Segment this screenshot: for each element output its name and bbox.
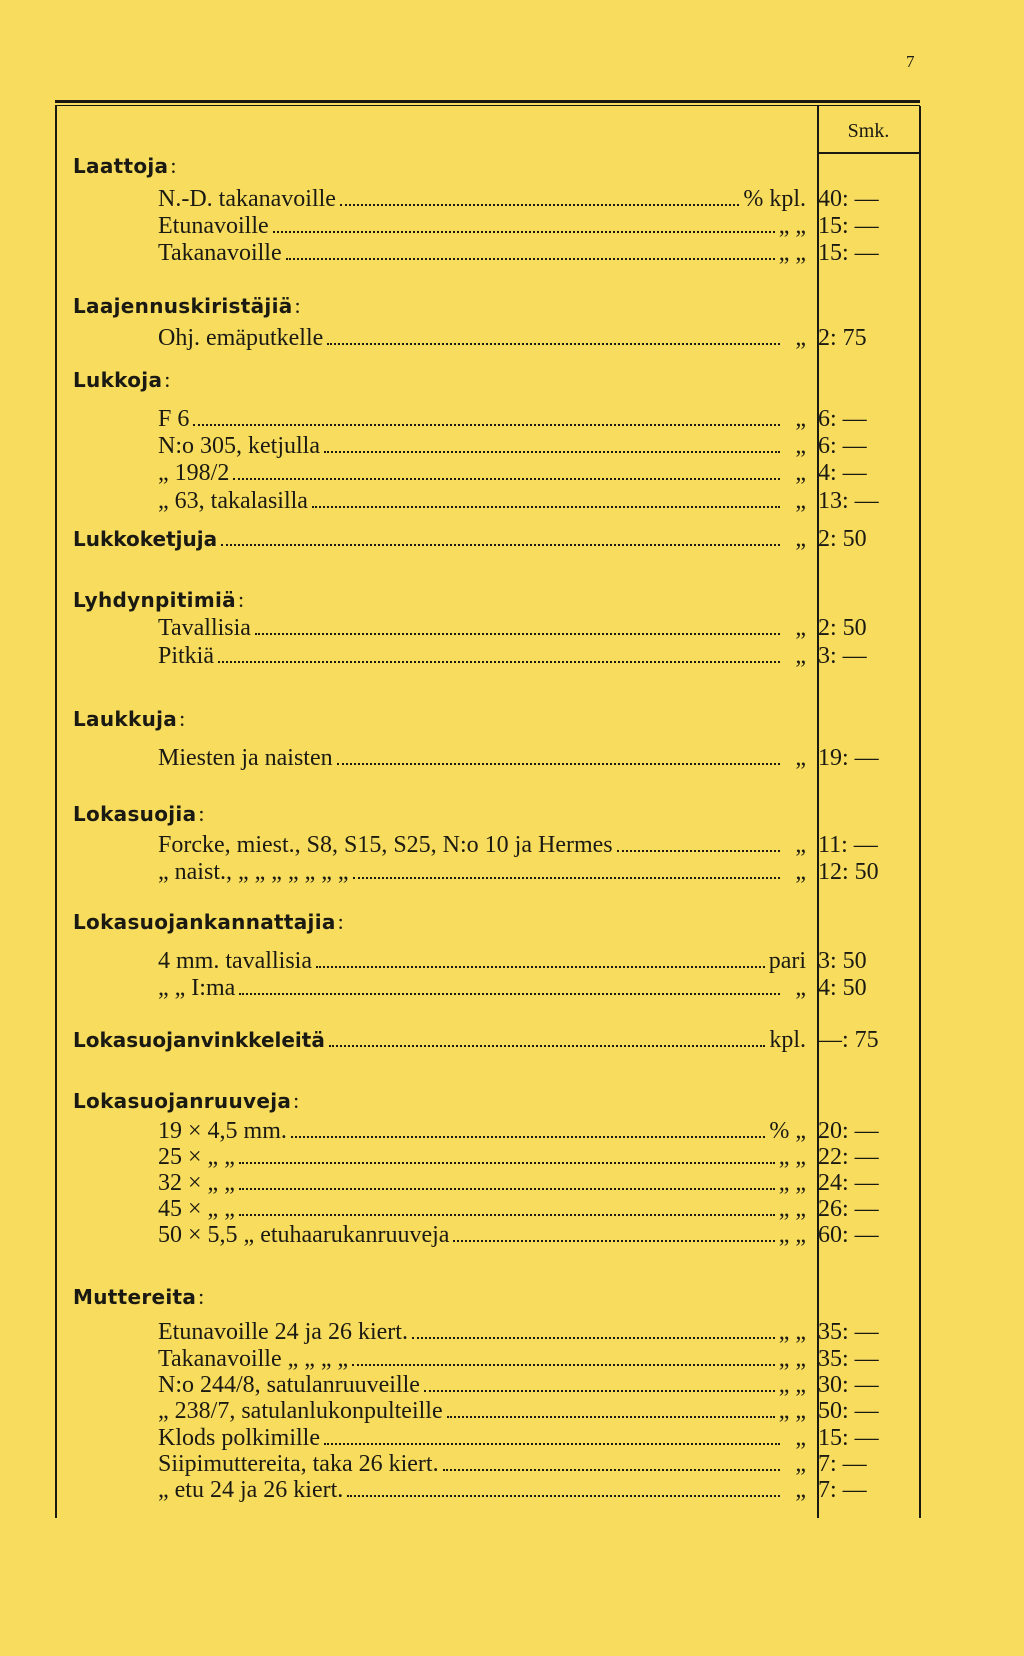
section-heading-row [0,586,1024,613]
item-line [158,240,806,267]
item-line [158,1477,806,1504]
dot-leader [447,1415,775,1418]
item-price: 12: 50 [818,859,879,885]
item-price: 2: 50 [818,615,867,641]
item-unit: „ „ [778,240,806,266]
section-heading-text: Lokasuojankannattajia [73,910,336,934]
section-heading-row [0,366,1024,393]
item-label: 25 × „ „ [158,1144,235,1170]
item-label: F 6 [158,406,190,432]
item-line [73,1027,806,1054]
item-label: „ etu 24 ja 26 kiert. [158,1477,344,1503]
item-label: Takanavoille „ „ „ „ [158,1346,349,1372]
dot-leader [239,992,780,995]
dot-leader [312,505,780,508]
dot-leader [233,477,780,480]
item-label: N:o 244/8, satulanruuveille [158,1372,420,1398]
item-label: Etunavoille 24 ja 26 kiert. [158,1319,408,1345]
dot-leader [255,632,780,635]
dot-leader [337,762,780,765]
item-line [158,745,806,772]
dot-leader [286,257,775,260]
item-line [158,643,806,670]
item-unit: „ [795,406,806,432]
item-label: Tavallisia [158,615,251,641]
item-label: Pitkiä [158,643,215,669]
heading-colon: : [164,367,171,392]
top-rule [55,100,920,103]
item-line [158,325,806,352]
item-unit: „ „ [778,1144,806,1170]
item-label: 50 × 5,5 „ etuhaarukanruuveja [158,1222,450,1248]
item-price: 13: — [818,488,879,514]
dot-leader [412,1336,775,1339]
section-heading-text: Lukkoja [73,368,163,392]
item-label: Miesten ja naisten [158,745,333,771]
price-row [0,460,1024,487]
price-row [0,1222,1024,1249]
section-heading-row [0,292,1024,319]
item-line [158,615,806,642]
item-line [158,1319,806,1346]
heading-colon: : [170,153,177,178]
heading-colon: : [179,706,186,731]
section-heading [73,586,244,614]
item-unit: „ [795,975,806,1001]
section-heading: Lukkoketjuja [73,527,218,551]
price-row [0,1451,1024,1478]
item-unit: % kpl. [743,186,806,212]
heading-colon: : [198,801,205,826]
item-line [158,832,806,859]
item-unit: „ „ [778,1319,806,1345]
item-price: 3: 50 [818,948,867,974]
price-row [0,975,1024,1002]
item-line [158,1398,806,1425]
item-unit: „ „ [778,1398,806,1424]
item-line [158,1372,806,1399]
item-label: Takanavoille [158,240,282,266]
heading-colon: : [294,293,301,318]
dot-leader [327,342,780,345]
item-label: N.-D. takanavoille [158,186,336,212]
price-row [0,213,1024,240]
item-label: „ naist., „ „ „ „ „ „ „ [158,859,349,885]
dot-leader [273,230,775,233]
item-unit: „ [795,460,806,486]
item-price: 50: — [818,1398,879,1424]
dot-leader [340,203,739,206]
item-price: 2: 50 [818,526,867,552]
item-unit: „ [795,859,806,885]
dot-leader [324,450,780,453]
dot-leader [617,849,780,852]
dot-leader [239,1213,775,1216]
dot-leader [329,1044,765,1047]
section-heading-row [0,800,1024,827]
item-line [158,1451,806,1478]
item-line [158,1222,806,1249]
price-row [0,1170,1024,1197]
section-heading [73,800,205,828]
top-rule-thin [55,105,920,106]
price-row [0,1196,1024,1223]
dot-leader [221,543,780,546]
heading-colon: : [198,1284,205,1309]
item-label: Etunavoille [158,213,269,239]
item-unit: „ [795,526,806,552]
item-line [158,1170,806,1197]
section-heading-row [0,705,1024,732]
item-price: 35: — [818,1319,879,1345]
section-heading-row [0,908,1024,935]
dot-leader [443,1468,780,1471]
page-number: 7 [906,52,915,71]
item-price: 11: — [818,832,878,858]
item-price: —: 75 [818,1027,879,1053]
dot-leader [353,876,780,879]
item-label: 4 mm. tavallisia [158,948,312,974]
price-row [0,1118,1024,1145]
price-row [0,240,1024,267]
item-unit: „ „ [778,1196,806,1222]
item-label: „ 63, takalasilla [158,488,308,514]
item-line [158,1425,806,1452]
item-price: 30: — [818,1372,879,1398]
price-row [0,832,1024,859]
item-unit: „ [795,1425,806,1451]
item-price: 15: — [818,1425,879,1451]
section-heading [73,292,301,320]
price-row [0,186,1024,213]
price-row [0,325,1024,352]
price-row [0,1372,1024,1399]
item-price: 24: — [818,1170,879,1196]
item-unit: pari [768,948,806,974]
item-unit: „ [795,1477,806,1503]
item-line [158,975,806,1002]
price-row [0,433,1024,460]
dot-leader [324,1442,780,1445]
price-row [0,1477,1024,1504]
item-unit: „ „ [778,1372,806,1398]
item-line [158,1346,806,1373]
item-price: 40: — [818,186,879,212]
section-heading [73,1283,205,1311]
dot-leader [239,1187,775,1190]
item-line [158,1196,806,1223]
item-price: 6: — [818,433,867,459]
item-line [158,1118,806,1145]
price-row [0,1425,1024,1452]
item-price: 20: — [818,1118,879,1144]
item-unit: „ „ [778,1170,806,1196]
item-line [158,488,806,515]
price-row [0,643,1024,670]
item-line [158,1144,806,1171]
section-heading [73,1087,300,1115]
section-heading: Lokasuojanvinkkeleitä [73,1028,325,1052]
price-row [0,1144,1024,1171]
item-label: 45 × „ „ [158,1196,235,1222]
price-row [0,1027,1024,1054]
item-label: Klods polkimille [158,1425,320,1451]
dot-leader [347,1494,780,1497]
heading-colon: : [293,1088,300,1113]
section-heading [73,705,186,733]
item-price: 2: 75 [818,325,867,351]
section-heading [73,366,171,394]
item-label: N:o 305, ketjulla [158,433,320,459]
item-label: Forcke, miest., S8, S15, S25, N:o 10 ja Hermes [158,832,613,858]
item-unit: „ [795,325,806,351]
item-line [158,460,806,487]
item-label: Siipimuttereita, taka 26 kiert. [158,1451,439,1477]
section-heading-text: Lokasuojanruuveja [73,1089,292,1113]
item-line [158,213,806,240]
section-heading-row [0,1283,1024,1310]
item-unit: „ „ [778,213,806,239]
section-heading-text: Laukkuja [73,707,178,731]
item-unit: % „ [769,1118,806,1144]
item-price: 60: — [818,1222,879,1248]
item-unit: „ „ [778,1346,806,1372]
section-heading-text: Laajennuskiristäjiä [73,294,293,318]
section-heading-text: Laattoja [73,154,169,178]
item-price: 35: — [818,1346,879,1372]
price-row [0,526,1024,553]
dot-leader [239,1161,775,1164]
dot-leader [193,423,780,426]
item-unit: „ [795,745,806,771]
price-row [0,1398,1024,1425]
price-row [0,859,1024,886]
item-line [158,948,806,975]
dot-leader [453,1239,774,1242]
dot-leader [218,660,780,663]
dot-leader [291,1135,765,1138]
item-price: 22: — [818,1144,879,1170]
item-label: 19 × 4,5 mm. [158,1118,287,1144]
item-unit: „ „ [778,1222,806,1248]
section-heading [73,152,177,180]
section-heading-row [0,152,1024,179]
item-price: 4: — [818,460,867,486]
item-unit: „ [795,1451,806,1477]
dot-leader [316,965,765,968]
item-unit: „ [795,433,806,459]
item-line [158,859,806,886]
item-unit: „ [795,643,806,669]
item-price: 6: — [818,406,867,432]
item-label: „ „ I:ma [158,975,236,1001]
item-unit: „ [795,832,806,858]
price-row [0,615,1024,642]
currency-header: Smk. [847,120,890,142]
item-price: 15: — [818,240,879,266]
dot-leader [424,1389,775,1392]
item-label: „ 238/7, satulanlukonpulteille [158,1398,443,1424]
dot-leader [352,1363,774,1366]
price-row [0,1346,1024,1373]
price-row [0,488,1024,515]
item-line [158,433,806,460]
item-label: 32 × „ „ [158,1170,235,1196]
item-price: 4: 50 [818,975,867,1001]
item-price: 19: — [818,745,879,771]
item-price: 7: — [818,1451,867,1477]
heading-colon: : [237,587,245,612]
section-heading-text: Lyhdynpitimiä [73,588,236,612]
item-unit: „ [795,615,806,641]
item-price: 15: — [818,213,879,239]
section-heading-text: Lokasuojia [73,802,197,826]
price-row [0,745,1024,772]
price-row [0,406,1024,433]
item-line [73,526,806,553]
item-line [158,186,806,213]
item-unit: kpl. [769,1027,806,1053]
price-row [0,948,1024,975]
item-line [158,406,806,433]
item-label: Ohj. emäputkelle [158,325,324,351]
item-price: 26: — [818,1196,879,1222]
item-price: 7: — [818,1477,867,1503]
item-price: 3: — [818,643,867,669]
heading-colon: : [337,909,345,934]
section-heading-text: Muttereita [73,1285,197,1309]
section-heading-row [0,1087,1024,1114]
item-label: „ 198/2 [158,460,230,486]
item-unit: „ [795,488,806,514]
price-row [0,1319,1024,1346]
section-heading [73,908,344,936]
